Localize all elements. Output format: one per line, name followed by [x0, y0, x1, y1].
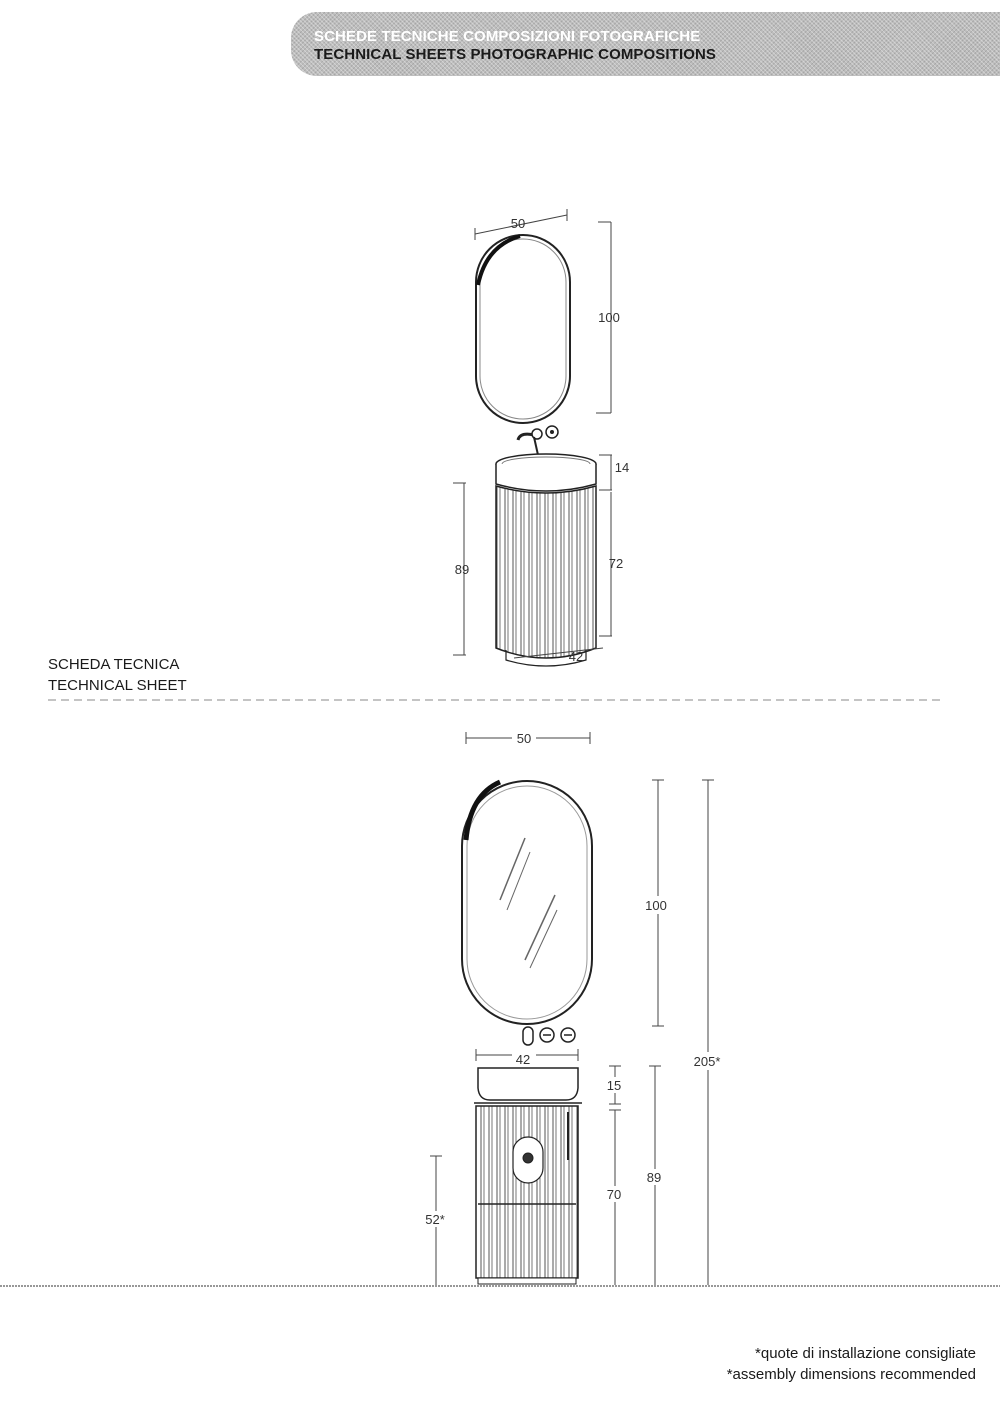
iso-basin — [496, 454, 596, 491]
header-title-english: TECHNICAL SHEETS PHOTOGRAPHIC COMPOSITIONS — [314, 46, 717, 63]
iso-mirror-height-label: 100 — [598, 310, 620, 325]
front-mirror-height-label: 100 — [645, 898, 667, 913]
front-basin-width-label: 42 — [515, 1052, 531, 1067]
front-install-height-dimension — [418, 1156, 454, 1285]
isometric-mirror — [476, 235, 570, 423]
front-mirror-width-label: 50 — [516, 731, 532, 746]
front-elevation — [0, 728, 1000, 1286]
front-fluted-cabinet — [476, 1106, 578, 1284]
front-mirror — [462, 781, 592, 1024]
front-basin — [474, 1068, 582, 1103]
front-cabinet-height-dimension — [602, 1110, 628, 1285]
iso-faucet — [518, 426, 558, 455]
front-overall-height-label: 205* — [693, 1054, 721, 1069]
footnote-italian: *quote di installazione consigliate — [755, 1345, 976, 1362]
front-unit-height-label: 89 — [646, 1170, 662, 1185]
iso-mirror-height-dimension — [596, 222, 620, 413]
front-unit-height-dimension — [642, 1066, 668, 1285]
iso-cabinet-height-label: 72 — [608, 556, 624, 571]
front-mirror-width-dimension — [466, 728, 590, 746]
sheet-label-english: TECHNICAL SHEET — [48, 677, 187, 694]
iso-cabinet-height-dimension — [599, 492, 623, 636]
front-cabinet-height-label: 70 — [606, 1187, 622, 1202]
iso-fluted-cabinet — [496, 486, 596, 666]
front-install-height-label: 52* — [425, 1212, 445, 1227]
iso-mirror-width-label: 50 — [510, 216, 526, 231]
front-mirror-height-dimension — [640, 780, 674, 1026]
iso-total-height-dimension — [453, 483, 469, 655]
front-basin-height-label: 15 — [606, 1078, 622, 1093]
sheet-label-italian: SCHEDA TECNICA — [48, 656, 180, 673]
front-faucet — [523, 1027, 575, 1045]
front-basin-height-dimension — [602, 1066, 628, 1104]
isometric-composition — [453, 209, 629, 666]
footnote-english: *assembly dimensions recommended — [726, 1366, 976, 1383]
iso-basin-height-label: 14 — [614, 460, 630, 475]
iso-basin-height-dimension — [599, 455, 629, 490]
front-overall-height-dimension — [688, 780, 728, 1285]
iso-total-height-label: 89 — [454, 562, 470, 577]
front-basin-width-dimension — [476, 1049, 578, 1067]
header-title-italian: SCHEDE TECNICHE COMPOSIZIONI FOTOGRAFICHE — [314, 28, 701, 45]
iso-depth-label: 42 — [568, 649, 584, 664]
